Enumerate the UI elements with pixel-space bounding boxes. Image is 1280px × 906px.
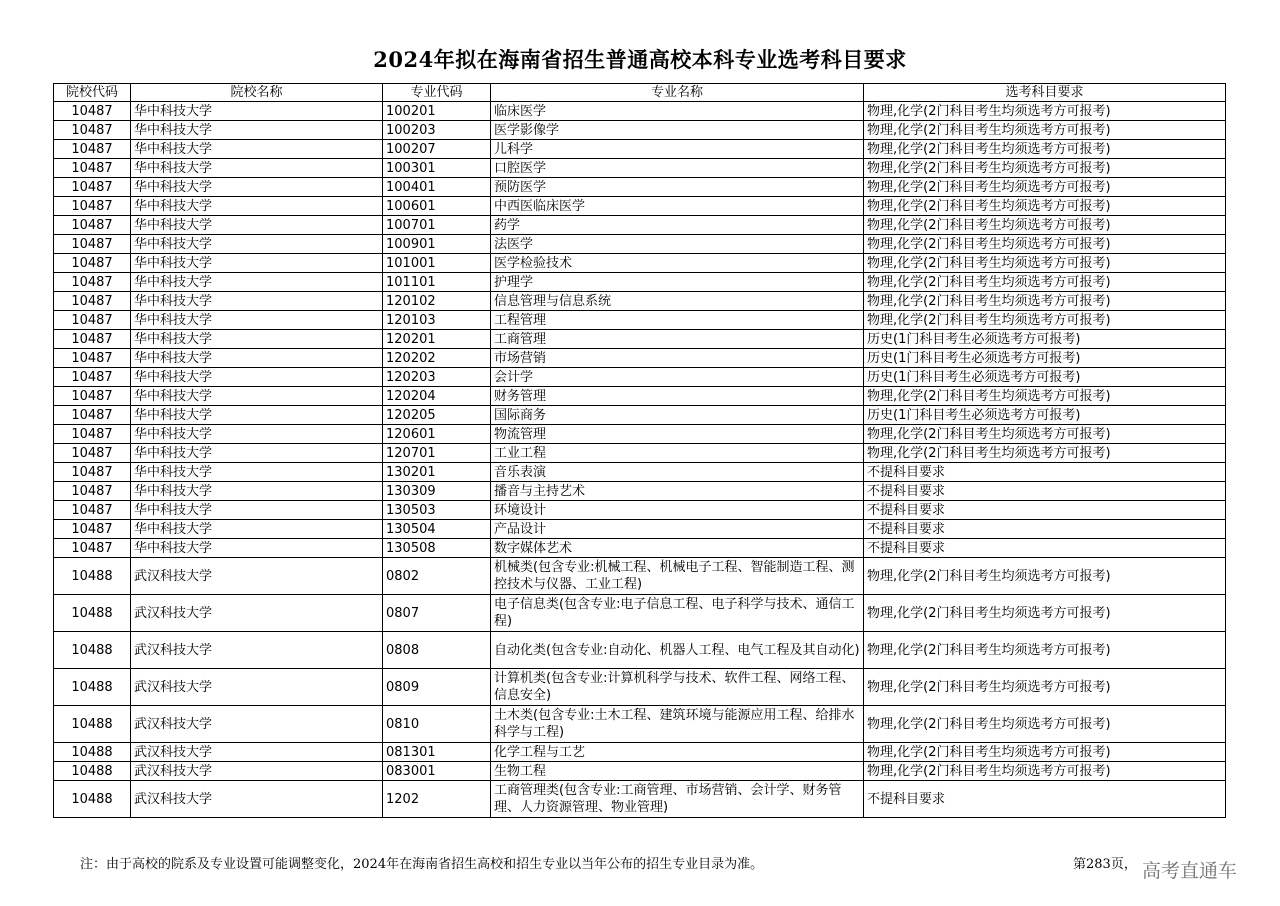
major-code-cell: 101001 xyxy=(383,254,491,273)
table-row xyxy=(54,216,1226,235)
table-row xyxy=(54,368,1226,387)
major-code-cell: 081301 xyxy=(383,743,491,762)
major-code-cell: 120203 xyxy=(383,368,491,387)
subject-requirement-cell: 物理,化学(2门科目考生均须选考方可报考) xyxy=(864,254,1226,273)
table-row xyxy=(54,178,1226,197)
school-name-cell: 武汉科技大学 xyxy=(131,595,383,632)
major-code-cell: 120201 xyxy=(383,330,491,349)
major-code-cell: 120701 xyxy=(383,444,491,463)
table-row xyxy=(54,102,1226,121)
school-code-cell: 10487 xyxy=(54,254,131,273)
school-name-cell: 华中科技大学 xyxy=(131,140,383,159)
school-name-cell: 武汉科技大学 xyxy=(131,762,383,781)
footnote: 注：由于高校的院系及专业设置可能调整变化，2024年在海南省招生高校和招生专业以当年公布的招生专业目录为准。 xyxy=(80,857,764,872)
major-name-cell: 工程管理 xyxy=(491,311,864,330)
major-code-cell: 0810 xyxy=(383,706,491,743)
school-name-cell: 华中科技大学 xyxy=(131,254,383,273)
school-name-cell: 华中科技大学 xyxy=(131,292,383,311)
school-code-cell: 10488 xyxy=(54,781,131,818)
major-name-cell: 预防医学 xyxy=(491,178,864,197)
major-code-cell: 100207 xyxy=(383,140,491,159)
subject-requirement-cell: 历史(1门科目考生必须选考方可报考) xyxy=(864,349,1226,368)
major-name-cell: 环境设计 xyxy=(491,501,864,520)
major-name-cell: 医学影像学 xyxy=(491,121,864,140)
school-name-cell: 华中科技大学 xyxy=(131,501,383,520)
major-name-cell: 信息管理与信息系统 xyxy=(491,292,864,311)
school-code-cell: 10488 xyxy=(54,595,131,632)
table-row xyxy=(54,273,1226,292)
watermark: 高考直通车 xyxy=(1142,860,1238,882)
major-code-cell: 120601 xyxy=(383,425,491,444)
page-number: 第283页， xyxy=(1073,857,1137,872)
table-row xyxy=(54,762,1226,781)
major-name-cell: 工商管理 xyxy=(491,330,864,349)
school-code-cell: 10487 xyxy=(54,178,131,197)
major-name-cell: 音乐表演 xyxy=(491,463,864,482)
subject-requirement-cell: 物理,化学(2门科目考生均须选考方可报考) xyxy=(864,292,1226,311)
table-row xyxy=(54,330,1226,349)
subject-requirement-cell: 历史(1门科目考生必须选考方可报考) xyxy=(864,406,1226,425)
subject-requirement-cell: 物理,化学(2门科目考生均须选考方可报考) xyxy=(864,632,1226,669)
school-name-cell: 华中科技大学 xyxy=(131,178,383,197)
header-school-code: 院校代码 xyxy=(54,84,131,102)
major-name-cell: 市场营销 xyxy=(491,349,864,368)
major-code-cell: 0809 xyxy=(383,669,491,706)
major-name-cell: 财务管理 xyxy=(491,387,864,406)
table-row xyxy=(54,520,1226,539)
subject-requirement-cell: 物理,化学(2门科目考生均须选考方可报考) xyxy=(864,387,1226,406)
major-name-cell: 数字媒体艺术 xyxy=(491,539,864,558)
table-header-row xyxy=(54,84,1226,102)
major-code-cell: 100201 xyxy=(383,102,491,121)
table-row xyxy=(54,463,1226,482)
major-name-cell: 口腔医学 xyxy=(491,159,864,178)
table-row xyxy=(54,539,1226,558)
table-row xyxy=(54,632,1226,669)
major-name-cell: 法医学 xyxy=(491,235,864,254)
major-code-cell: 0808 xyxy=(383,632,491,669)
major-name-cell: 自动化类(包含专业:自动化、机器人工程、电气工程及其自动化) xyxy=(491,632,864,669)
school-code-cell: 10487 xyxy=(54,501,131,520)
header-major-code: 专业代码 xyxy=(383,84,491,102)
major-code-cell: 120102 xyxy=(383,292,491,311)
school-code-cell: 10487 xyxy=(54,197,131,216)
table-row xyxy=(54,743,1226,762)
subject-requirement-cell: 物理,化学(2门科目考生均须选考方可报考) xyxy=(864,159,1226,178)
table-row xyxy=(54,387,1226,406)
major-name-cell: 工商管理类(包含专业:工商管理、市场营销、会计学、财务管理、人力资源管理、物业管理) xyxy=(491,781,864,818)
table-row xyxy=(54,254,1226,273)
school-name-cell: 武汉科技大学 xyxy=(131,706,383,743)
major-name-cell: 工业工程 xyxy=(491,444,864,463)
table-row xyxy=(54,140,1226,159)
school-name-cell: 武汉科技大学 xyxy=(131,743,383,762)
school-name-cell: 华中科技大学 xyxy=(131,273,383,292)
major-name-cell: 护理学 xyxy=(491,273,864,292)
major-code-cell: 100701 xyxy=(383,216,491,235)
subject-requirement-cell: 不提科目要求 xyxy=(864,482,1226,501)
subject-requirement-cell: 物理,化学(2门科目考生均须选考方可报考) xyxy=(864,762,1226,781)
school-name-cell: 华中科技大学 xyxy=(131,425,383,444)
school-code-cell: 10487 xyxy=(54,235,131,254)
school-name-cell: 华中科技大学 xyxy=(131,121,383,140)
table-row xyxy=(54,159,1226,178)
major-name-cell: 中西医临床医学 xyxy=(491,197,864,216)
school-name-cell: 华中科技大学 xyxy=(131,520,383,539)
school-name-cell: 华中科技大学 xyxy=(131,235,383,254)
header-subject-requirement: 选考科目要求 xyxy=(864,84,1226,102)
school-name-cell: 武汉科技大学 xyxy=(131,558,383,595)
major-code-cell: 130504 xyxy=(383,520,491,539)
table-row xyxy=(54,482,1226,501)
table-row xyxy=(54,235,1226,254)
major-code-cell: 120202 xyxy=(383,349,491,368)
table-row xyxy=(54,595,1226,632)
school-name-cell: 武汉科技大学 xyxy=(131,669,383,706)
school-code-cell: 10487 xyxy=(54,311,131,330)
table-row xyxy=(54,311,1226,330)
school-code-cell: 10488 xyxy=(54,558,131,595)
subject-requirement-cell: 物理,化学(2门科目考生均须选考方可报考) xyxy=(864,140,1226,159)
major-code-cell: 120204 xyxy=(383,387,491,406)
school-code-cell: 10487 xyxy=(54,273,131,292)
school-name-cell: 华中科技大学 xyxy=(131,482,383,501)
school-code-cell: 10488 xyxy=(54,762,131,781)
school-code-cell: 10487 xyxy=(54,102,131,121)
major-code-cell: 130309 xyxy=(383,482,491,501)
major-code-cell: 0802 xyxy=(383,558,491,595)
subject-requirement-cell: 物理,化学(2门科目考生均须选考方可报考) xyxy=(864,121,1226,140)
major-code-cell: 100203 xyxy=(383,121,491,140)
major-code-cell: 100401 xyxy=(383,178,491,197)
school-code-cell: 10487 xyxy=(54,159,131,178)
major-code-cell: 1202 xyxy=(383,781,491,818)
header-school-name: 院校名称 xyxy=(131,84,383,102)
major-name-cell: 生物工程 xyxy=(491,762,864,781)
school-name-cell: 华中科技大学 xyxy=(131,387,383,406)
school-name-cell: 华中科技大学 xyxy=(131,463,383,482)
school-code-cell: 10487 xyxy=(54,330,131,349)
major-name-cell: 临床医学 xyxy=(491,102,864,121)
subject-requirement-cell: 物理,化学(2门科目考生均须选考方可报考) xyxy=(864,273,1226,292)
subject-requirement-cell: 物理,化学(2门科目考生均须选考方可报考) xyxy=(864,216,1226,235)
major-name-cell: 医学检验技术 xyxy=(491,254,864,273)
table-row xyxy=(54,501,1226,520)
school-code-cell: 10487 xyxy=(54,349,131,368)
school-code-cell: 10487 xyxy=(54,425,131,444)
school-name-cell: 华中科技大学 xyxy=(131,539,383,558)
major-name-cell: 化学工程与工艺 xyxy=(491,743,864,762)
major-name-cell: 儿科学 xyxy=(491,140,864,159)
table-row xyxy=(54,444,1226,463)
subject-requirement-cell: 物理,化学(2门科目考生均须选考方可报考) xyxy=(864,425,1226,444)
subject-requirement-cell: 不提科目要求 xyxy=(864,539,1226,558)
major-code-cell: 130201 xyxy=(383,463,491,482)
school-code-cell: 10487 xyxy=(54,140,131,159)
subject-requirement-cell: 物理,化学(2门科目考生均须选考方可报考) xyxy=(864,743,1226,762)
subject-requirement-cell: 物理,化学(2门科目考生均须选考方可报考) xyxy=(864,595,1226,632)
school-code-cell: 10487 xyxy=(54,292,131,311)
school-code-cell: 10487 xyxy=(54,444,131,463)
page-title: 2024年拟在海南省招生普通高校本科专业选考科目要求 xyxy=(373,47,907,72)
major-code-cell: 120205 xyxy=(383,406,491,425)
table-row xyxy=(54,121,1226,140)
school-name-cell: 华中科技大学 xyxy=(131,197,383,216)
subject-requirement-cell: 历史(1门科目考生必须选考方可报考) xyxy=(864,368,1226,387)
table-row xyxy=(54,706,1226,743)
major-code-cell: 100601 xyxy=(383,197,491,216)
school-name-cell: 华中科技大学 xyxy=(131,216,383,235)
table-row xyxy=(54,558,1226,595)
school-name-cell: 华中科技大学 xyxy=(131,311,383,330)
school-code-cell: 10487 xyxy=(54,368,131,387)
school-code-cell: 10487 xyxy=(54,216,131,235)
subject-requirement-cell: 物理,化学(2门科目考生均须选考方可报考) xyxy=(864,235,1226,254)
subject-requirement-cell: 历史(1门科目考生必须选考方可报考) xyxy=(864,330,1226,349)
school-name-cell: 华中科技大学 xyxy=(131,349,383,368)
school-name-cell: 华中科技大学 xyxy=(131,444,383,463)
school-code-cell: 10488 xyxy=(54,669,131,706)
major-name-cell: 会计学 xyxy=(491,368,864,387)
school-code-cell: 10488 xyxy=(54,743,131,762)
school-name-cell: 华中科技大学 xyxy=(131,330,383,349)
school-code-cell: 10487 xyxy=(54,406,131,425)
majors-table xyxy=(53,83,1226,818)
school-name-cell: 华中科技大学 xyxy=(131,159,383,178)
school-code-cell: 10487 xyxy=(54,539,131,558)
major-name-cell: 机械类(包含专业:机械工程、机械电子工程、智能制造工程、测控技术与仪器、工业工程) xyxy=(491,558,864,595)
school-code-cell: 10487 xyxy=(54,463,131,482)
subject-requirement-cell: 物理,化学(2门科目考生均须选考方可报考) xyxy=(864,669,1226,706)
school-name-cell: 华中科技大学 xyxy=(131,102,383,121)
table-row xyxy=(54,406,1226,425)
school-name-cell: 华中科技大学 xyxy=(131,368,383,387)
major-code-cell: 101101 xyxy=(383,273,491,292)
school-code-cell: 10487 xyxy=(54,482,131,501)
school-name-cell: 武汉科技大学 xyxy=(131,632,383,669)
table-row xyxy=(54,669,1226,706)
table-row xyxy=(54,781,1226,818)
school-code-cell: 10488 xyxy=(54,632,131,669)
major-name-cell: 土木类(包含专业:土木工程、建筑环境与能源应用工程、给排水科学与工程) xyxy=(491,706,864,743)
table-row xyxy=(54,425,1226,444)
table-row xyxy=(54,197,1226,216)
major-code-cell: 130508 xyxy=(383,539,491,558)
major-code-cell: 130503 xyxy=(383,501,491,520)
school-name-cell: 武汉科技大学 xyxy=(131,781,383,818)
major-code-cell: 083001 xyxy=(383,762,491,781)
subject-requirement-cell: 物理,化学(2门科目考生均须选考方可报考) xyxy=(864,444,1226,463)
header-major-name: 专业名称 xyxy=(491,84,864,102)
school-code-cell: 10487 xyxy=(54,520,131,539)
school-code-cell: 10488 xyxy=(54,706,131,743)
table-body xyxy=(54,102,1226,818)
major-name-cell: 产品设计 xyxy=(491,520,864,539)
subject-requirement-cell: 不提科目要求 xyxy=(864,501,1226,520)
subject-requirement-cell: 不提科目要求 xyxy=(864,520,1226,539)
major-name-cell: 播音与主持艺术 xyxy=(491,482,864,501)
school-code-cell: 10487 xyxy=(54,387,131,406)
major-name-cell: 药学 xyxy=(491,216,864,235)
table-row xyxy=(54,349,1226,368)
school-code-cell: 10487 xyxy=(54,121,131,140)
subject-requirement-cell: 物理,化学(2门科目考生均须选考方可报考) xyxy=(864,197,1226,216)
subject-requirement-cell: 物理,化学(2门科目考生均须选考方可报考) xyxy=(864,706,1226,743)
major-code-cell: 0807 xyxy=(383,595,491,632)
major-code-cell: 100301 xyxy=(383,159,491,178)
major-code-cell: 120103 xyxy=(383,311,491,330)
subject-requirement-cell: 物理,化学(2门科目考生均须选考方可报考) xyxy=(864,311,1226,330)
table-row xyxy=(54,292,1226,311)
subject-requirement-cell: 物理,化学(2门科目考生均须选考方可报考) xyxy=(864,102,1226,121)
subject-requirement-cell: 不提科目要求 xyxy=(864,781,1226,818)
subject-requirement-cell: 物理,化学(2门科目考生均须选考方可报考) xyxy=(864,558,1226,595)
subject-requirement-cell: 不提科目要求 xyxy=(864,463,1226,482)
major-name-cell: 计算机类(包含专业:计算机科学与技术、软件工程、网络工程、信息安全) xyxy=(491,669,864,706)
school-name-cell: 华中科技大学 xyxy=(131,406,383,425)
subject-requirement-cell: 物理,化学(2门科目考生均须选考方可报考) xyxy=(864,178,1226,197)
major-code-cell: 100901 xyxy=(383,235,491,254)
major-name-cell: 电子信息类(包含专业:电子信息工程、电子科学与技术、通信工程) xyxy=(491,595,864,632)
major-name-cell: 国际商务 xyxy=(491,406,864,425)
major-name-cell: 物流管理 xyxy=(491,425,864,444)
